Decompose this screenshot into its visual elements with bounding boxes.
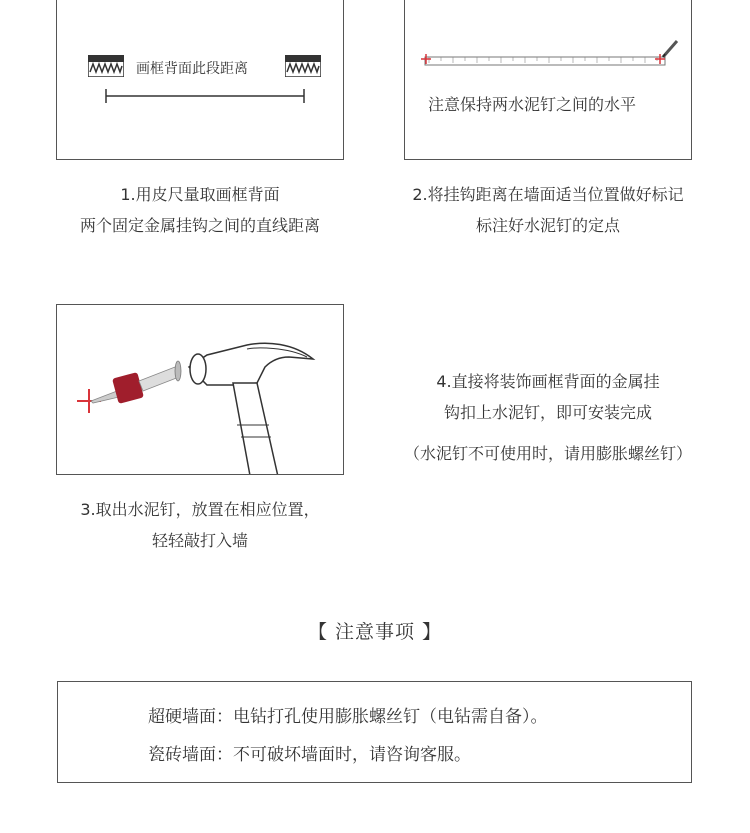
step-2-line1: 2.将挂钩距离在墙面适当位置做好标记 <box>412 185 684 204</box>
notes-line-1: 超硬墙面：电钻打孔使用膨胀螺丝钉（电钻需自备）。 <box>148 707 548 727</box>
step-4-line1: 4.直接将装饰画框背面的金属挂 <box>436 372 660 391</box>
step-2-line2: 标注好水泥钉的定点 <box>475 216 620 235</box>
notes-title: 【 注意事项 】 <box>307 621 443 643</box>
step-3-line1: 3.取出水泥钉，放置在相应位置， <box>80 500 320 519</box>
ruler-icon <box>419 39 681 75</box>
step-1-caption <box>40 179 360 241</box>
step-3-caption <box>40 494 360 556</box>
panel-2-frame <box>404 0 692 160</box>
hook-right-icon <box>285 55 321 77</box>
panel-3-frame <box>56 304 344 475</box>
step-4-line3: （水泥钉不可使用时，请用膨胀螺丝钉） <box>403 444 692 463</box>
distance-label: 画框背面此段距离 <box>136 61 248 77</box>
notes-box <box>57 681 692 783</box>
step-1-line2: 两个固定金属挂钩之间的直线距离 <box>79 216 320 235</box>
step-1-line1: 1.用皮尺量取画框背面 <box>120 185 280 204</box>
measure-line-icon <box>105 88 305 104</box>
step-4-line2: 钩扣上水泥钉，即可安装完成 <box>443 403 652 422</box>
step-3-line2: 轻轻敲打入墙 <box>151 531 248 550</box>
hook-left-icon <box>88 55 124 77</box>
step-2-caption <box>376 179 720 241</box>
panel-1-frame <box>56 0 344 160</box>
step-4-caption <box>376 366 720 469</box>
hammer-nail-illustration <box>57 305 344 475</box>
notes-line-2: 瓷砖墙面：不可破坏墙面时，请咨询客服。 <box>148 745 471 765</box>
level-note-label: 注意保持两水泥钉之间的水平 <box>428 95 637 114</box>
